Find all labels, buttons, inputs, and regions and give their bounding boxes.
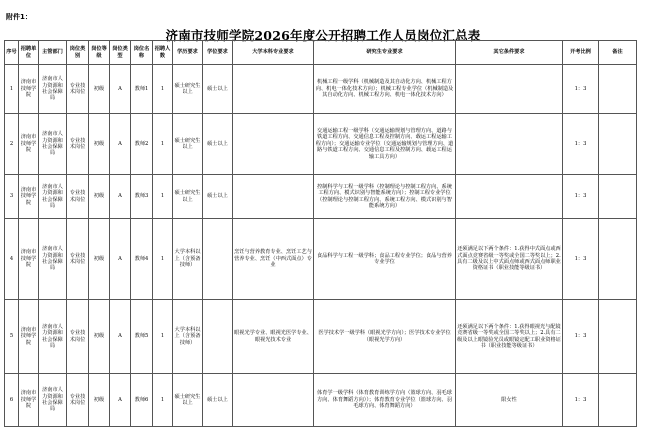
cell-category: 专业技术岗位 xyxy=(67,300,89,374)
table-row xyxy=(5,300,637,374)
cell-edu: 大学本科以上（含预备技师） xyxy=(173,219,203,300)
cell-note xyxy=(599,374,637,427)
cell-no: 4 xyxy=(5,219,19,300)
cell-note xyxy=(599,219,637,300)
cell-major-pg: 控制科学与工程一级学科（控制理论与控制工程方向、系统工程方向、模式识别与智能系统方向）；控制工程专业学位（控制理论与控制工程方向、系统工程方向、模式识别与智能系统方向） xyxy=(314,175,456,219)
cell-other: 还须满足以下两个条件：1.获得中式面点或西式面点竞赛省级一等奖或全国二等奖以上；2.具有二级及以上中式面点师或西式面点师职业资格证书（职业技能等级证书） xyxy=(456,219,563,300)
cell-edu: 大学本科以上（含预备技师） xyxy=(173,300,203,374)
header-cell: 岗位类型 xyxy=(110,41,131,65)
cell-unit: 济南市技师学院 xyxy=(19,374,39,427)
cell-count: 1 xyxy=(153,219,173,300)
cell-major-pg: 医学技术学一级学科（眼视光学方向）；医学技术专业学位（眼视光学方向） xyxy=(314,300,456,374)
cell-type: A xyxy=(110,219,131,300)
table-row xyxy=(5,65,637,114)
cell-dept: 济南市人力资源和社会保障局 xyxy=(39,300,67,374)
cell-name: 教师4 xyxy=(131,219,153,300)
cell-note xyxy=(599,300,637,374)
header-cell: 研究生专业要求 xyxy=(314,41,456,65)
cell-other: 限女性 xyxy=(456,374,563,427)
cell-no: 5 xyxy=(5,300,19,374)
cell-category: 专业技术岗位 xyxy=(67,65,89,114)
table-header-row xyxy=(5,41,637,65)
cell-count: 1 xyxy=(153,65,173,114)
cell-other xyxy=(456,114,563,175)
cell-dept: 济南市人力资源和社会保障局 xyxy=(39,114,67,175)
cell-count: 1 xyxy=(153,114,173,175)
cell-major-pg: 交通运输工程一级学科（交通运输规划与管理方向、道路与铁道工程方向、交通信息工程及控制方向、载运工程运输工程方向）；交通运输专业学位（交通运输规划与管理方向、道路与铁道工程方向、交通信息工程及控制方向、载运工程运输工具方向） xyxy=(314,114,456,175)
cell-edu: 硕士研究生以上 xyxy=(173,175,203,219)
cell-unit: 济南市技师学院 xyxy=(19,114,39,175)
cell-degree: 硕士以上 xyxy=(203,114,233,175)
cell-level: 初级 xyxy=(89,114,110,175)
table-row xyxy=(5,114,637,175)
cell-dept: 济南市人力资源和社会保障局 xyxy=(39,175,67,219)
cell-note xyxy=(599,65,637,114)
cell-major-ug xyxy=(233,114,314,175)
header-cell: 岗位类别 xyxy=(67,41,89,65)
cell-level: 初级 xyxy=(89,175,110,219)
cell-ratio: 1：3 xyxy=(563,219,599,300)
cell-category: 专业技术岗位 xyxy=(67,175,89,219)
header-cell: 主管部门 xyxy=(39,41,67,65)
cell-degree: 硕士以上 xyxy=(203,175,233,219)
attachment-label: 附件1： xyxy=(6,13,32,21)
cell-no: 6 xyxy=(5,374,19,427)
cell-name: 教师1 xyxy=(131,65,153,114)
cell-count: 1 xyxy=(153,374,173,427)
cell-other xyxy=(456,65,563,114)
cell-type: A xyxy=(110,374,131,427)
cell-level: 初级 xyxy=(89,374,110,427)
header-cell: 招聘人数 xyxy=(153,41,173,65)
cell-count: 1 xyxy=(153,175,173,219)
cell-level: 初级 xyxy=(89,300,110,374)
cell-edu: 硕士研究生以上 xyxy=(173,65,203,114)
header-cell: 其它条件要求 xyxy=(456,41,563,65)
cell-no: 1 xyxy=(5,65,19,114)
cell-major-ug xyxy=(233,65,314,114)
header-cell: 开考比例 xyxy=(563,41,599,65)
cell-count: 1 xyxy=(153,300,173,374)
cell-type: A xyxy=(110,300,131,374)
page-title: 济南市技师学院2026年度公开招聘工作人员岗位汇总表 xyxy=(165,28,481,43)
cell-level: 初级 xyxy=(89,65,110,114)
cell-degree: 硕士以上 xyxy=(203,65,233,114)
cell-category: 专业技术岗位 xyxy=(67,219,89,300)
cell-degree: 硕士以上 xyxy=(203,374,233,427)
header-cell: 备注 xyxy=(599,41,637,65)
header-cell: 大学本科专业要求 xyxy=(233,41,314,65)
cell-unit: 济南市技师学院 xyxy=(19,65,39,114)
cell-note xyxy=(599,175,637,219)
table-row xyxy=(5,175,637,219)
cell-ratio: 1：3 xyxy=(563,175,599,219)
cell-name: 教师2 xyxy=(131,114,153,175)
table-row xyxy=(5,219,637,300)
header-cell: 岗位名称 xyxy=(131,41,153,65)
cell-category: 专业技术岗位 xyxy=(67,114,89,175)
cell-ratio: 1：3 xyxy=(563,65,599,114)
cell-name: 教师5 xyxy=(131,300,153,374)
cell-type: A xyxy=(110,65,131,114)
cell-dept: 济南市人力资源和社会保障局 xyxy=(39,219,67,300)
cell-degree xyxy=(203,300,233,374)
cell-category: 专业技术岗位 xyxy=(67,374,89,427)
cell-name: 教师3 xyxy=(131,175,153,219)
cell-dept: 济南市人力资源和社会保障局 xyxy=(39,65,67,114)
cell-other xyxy=(456,175,563,219)
cell-major-pg: 食品科学与工程一级学科；食品工程专业学位；食品与营养专业学位 xyxy=(314,219,456,300)
cell-major-ug xyxy=(233,175,314,219)
cell-type: A xyxy=(110,175,131,219)
cell-ratio: 1：3 xyxy=(563,114,599,175)
cell-no: 2 xyxy=(5,114,19,175)
cell-edu: 硕士研究生以上 xyxy=(173,374,203,427)
header-cell: 学历要求 xyxy=(173,41,203,65)
header-cell: 岗位等级 xyxy=(89,41,110,65)
cell-ratio: 1：3 xyxy=(563,374,599,427)
header-cell: 序号 xyxy=(5,41,19,65)
cell-unit: 济南市技师学院 xyxy=(19,175,39,219)
cell-unit: 济南市技师学院 xyxy=(19,300,39,374)
positions-table xyxy=(4,40,637,427)
cell-other: 还须满足以下两个条件：1.获得眼视光与配镜竞赛省级一等奖或全国二等奖以上；2.具有二级及以上眼镜验光员或眼镜定配工职业资格证书（职业技能等级证书） xyxy=(456,300,563,374)
cell-major-pg: 机械工程一级学科（机械制造及其自动化方向、机械工程方向、机电一体化技术方向）；机械工程专业学位（机械制造及其自动化方向、机械工程方向、机电一体化技术方向） xyxy=(314,65,456,114)
cell-edu: 硕士研究生以上 xyxy=(173,114,203,175)
cell-major-ug: 眼视光学专业、眼视光医学专业、眼视光技术专业 xyxy=(233,300,314,374)
table-row xyxy=(5,374,637,427)
cell-name: 教师6 xyxy=(131,374,153,427)
cell-major-pg: 体育学一级学科（体育教育训练学方向（篮球方向、羽毛球方向、体育舞蹈方向））；体育教育专业学位（篮球方向、羽毛球方向、体育舞蹈方向） xyxy=(314,374,456,427)
cell-note xyxy=(599,114,637,175)
cell-level: 初级 xyxy=(89,219,110,300)
cell-unit: 济南市技师学院 xyxy=(19,219,39,300)
header-cell: 招聘单位 xyxy=(19,41,39,65)
cell-major-ug: 烹饪与营养教育专业、烹饪工艺与营养专业、烹饪（中西式面点）专业 xyxy=(233,219,314,300)
cell-type: A xyxy=(110,114,131,175)
cell-no: 3 xyxy=(5,175,19,219)
header-cell: 学位要求 xyxy=(203,41,233,65)
cell-degree xyxy=(203,219,233,300)
cell-major-ug xyxy=(233,374,314,427)
cell-ratio: 1：3 xyxy=(563,300,599,374)
cell-dept: 济南市人力资源和社会保障局 xyxy=(39,374,67,427)
